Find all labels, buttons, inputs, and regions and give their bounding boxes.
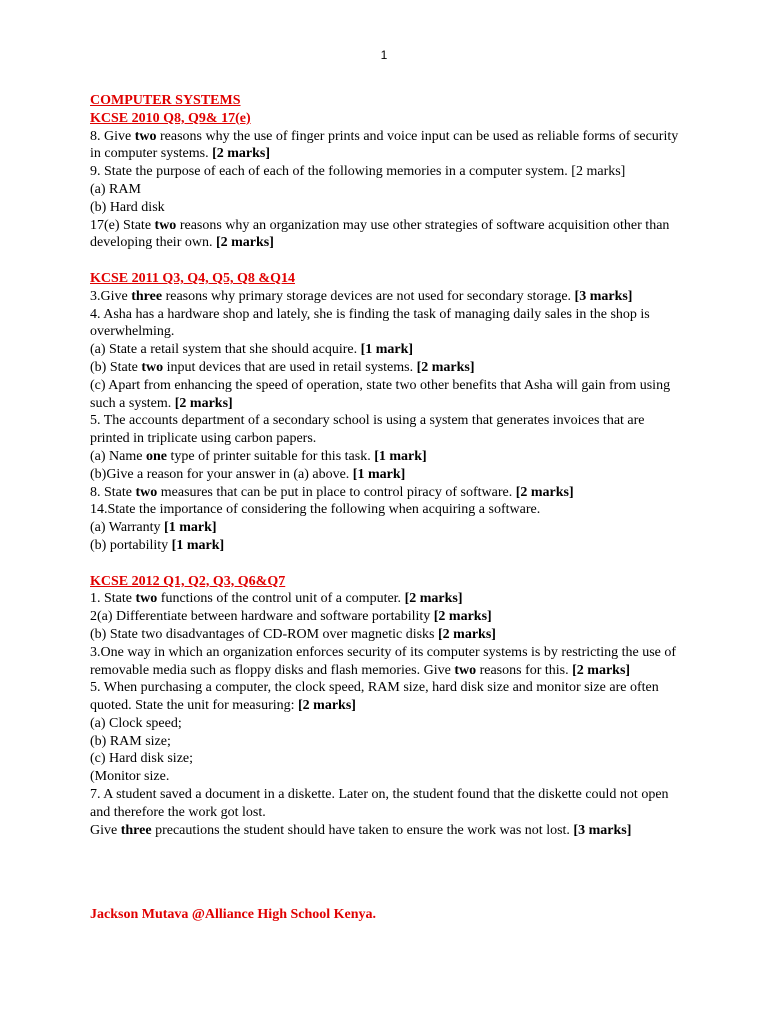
question-text: (b) State two disadvantages of CD-ROM over magnetic disks: [90, 626, 438, 642]
question-text: 2(a) Differentiate between hardware and software portability: [90, 609, 434, 625]
emphasis-text: [2 marks]: [298, 698, 356, 714]
question-line: [90, 768, 680, 786]
question-line: [90, 466, 680, 484]
emphasis-text: [2 marks]: [174, 395, 233, 411]
question-text: Give: [90, 822, 121, 838]
question-line: [90, 412, 680, 448]
question-line: [90, 181, 680, 199]
question-line: [90, 128, 680, 164]
emphasis-text: [2 marks]: [572, 662, 631, 678]
question-line: [90, 822, 680, 840]
question-text: (b) State: [90, 359, 142, 375]
question-text: 14.State the importance of considering the following when acquiring a software.: [90, 502, 541, 518]
page-number: 1: [380, 48, 388, 62]
question-line: [90, 217, 680, 253]
question-line: [90, 786, 680, 822]
question-text: 17(e) State: [90, 217, 155, 233]
emphasis-text: three: [120, 822, 152, 838]
question-text: input devices that are used in retail systems.: [163, 359, 417, 375]
emphasis-text: [1 mark]: [360, 342, 414, 358]
question-line: [90, 377, 680, 413]
document-body: [90, 92, 680, 839]
question-line: [90, 519, 680, 537]
question-text: (a) Name: [90, 448, 146, 464]
question-line: [90, 733, 680, 751]
question-text: (Monitor size.: [90, 769, 170, 785]
question-line: [90, 448, 680, 466]
question-sections: [90, 110, 680, 840]
emphasis-text: [1 mark]: [171, 537, 225, 553]
emphasis-text: [2 marks]: [404, 591, 463, 607]
question-text: type of printer suitable for this task.: [166, 448, 375, 464]
emphasis-text: two: [134, 128, 157, 144]
question-text: 8. Give: [90, 128, 135, 144]
question-text: 5. When purchasing a computer, the clock speed, RAM size, hard disk size and monitor size are often quoted. State the unit for measuring:: [90, 680, 659, 714]
question-text: (c) Hard disk size;: [90, 751, 194, 767]
question-text: (b) RAM size;: [90, 733, 171, 749]
question-text: 7. A student saved a document in a diskette. Later on, the student found that the diskette could not open and therefore the work got lost.: [90, 787, 669, 820]
question-text: reasons for this.: [476, 662, 573, 678]
question-text: 9. State the purpose of each of each of the following memories in a computer system. [2 marks]: [90, 164, 626, 180]
question-line: [90, 679, 680, 715]
emphasis-text: one: [145, 448, 167, 464]
question-line: [90, 608, 680, 626]
question-text: (c) Apart from enhancing the speed of operation, state two other benefits that Asha will gain from using such a system.: [90, 377, 671, 411]
author-footer: Jackson Mutava @Alliance High School Kenya.: [90, 907, 377, 922]
question-text: 8. State: [90, 484, 136, 500]
question-text: (a) State a retail system that she should acquire.: [90, 342, 361, 358]
section-heading: KCSE 2010 Q8, Q9& 17(e): [90, 110, 251, 126]
emphasis-text: [1 mark]: [352, 466, 406, 482]
emphasis-text: [2 marks]: [438, 626, 496, 642]
emphasis-text: two: [154, 217, 177, 233]
question-line: [90, 199, 680, 217]
question-line: [90, 626, 680, 644]
document-title: COMPUTER SYSTEMS: [90, 93, 241, 108]
question-line: [90, 501, 680, 519]
emphasis-text: [2 marks]: [212, 146, 271, 162]
question-line: [90, 537, 680, 555]
question-text: 4. Asha has a hardware shop and lately, she is finding the task of managing daily sales in the shop is overwhelming.: [90, 306, 650, 340]
question-line: [90, 715, 680, 733]
emphasis-text: [2 marks]: [215, 235, 274, 251]
question-text: functions of the control unit of a computer.: [157, 591, 405, 607]
emphasis-text: two: [135, 591, 158, 607]
section-heading: KCSE 2012 Q1, Q2, Q3, Q6&Q7: [90, 573, 286, 589]
question-line: [90, 590, 680, 608]
question-line: [90, 341, 680, 359]
question-line: [90, 359, 680, 377]
emphasis-text: two: [141, 359, 164, 375]
emphasis-text: [3 marks]: [574, 288, 633, 304]
emphasis-text: three: [131, 288, 163, 304]
question-text: reasons why an organization may use other strategies of software acquisition other than developing their own.: [90, 217, 670, 251]
emphasis-text: [1 mark]: [164, 520, 217, 536]
question-line: [90, 484, 680, 502]
question-line: [90, 288, 680, 306]
question-line: [90, 163, 680, 181]
question-text: 1. State: [90, 591, 136, 607]
question-text: reasons why the use of finger prints and voice input can be used as reliable forms of security in computer systems.: [90, 128, 679, 162]
question-text: (a) Warranty: [90, 520, 165, 536]
emphasis-text: [2 marks]: [515, 484, 574, 500]
question-text: (b) Hard disk: [90, 199, 165, 215]
question-text: measures that can be put in place to control piracy of software.: [157, 484, 516, 500]
emphasis-text: two: [454, 662, 477, 678]
emphasis-text: [1 mark]: [374, 448, 427, 464]
question-line: [90, 644, 680, 680]
section-heading: KCSE 2011 Q3, Q4, Q5, Q8 &Q14: [90, 270, 295, 286]
emphasis-text: [3 marks]: [573, 822, 632, 838]
emphasis-text: [2 marks]: [416, 359, 475, 375]
question-text: (b) portability: [90, 537, 172, 553]
section-spacer: [90, 252, 680, 270]
question-text: reasons why primary storage devices are not used for secondary storage.: [162, 288, 575, 304]
question-text: 3.One way in which an organization enforces security of its computer systems is by restricting the use of removable media such as floppy disks and flash memories. Give: [90, 644, 677, 678]
question-text: (a) RAM: [90, 181, 141, 197]
section-spacer: [90, 555, 680, 573]
question-line: [90, 306, 680, 342]
question-text: (a) Clock speed;: [90, 715, 182, 731]
emphasis-text: two: [135, 484, 158, 500]
question-text: 5. The accounts department of a secondary school is using a system that generates invoices that are printed in triplicate using carbon papers.: [90, 413, 645, 447]
question-text: precautions the student should have taken to ensure the work was not lost.: [151, 822, 574, 838]
question-line: [90, 750, 680, 768]
question-text: (b)Give a reason for your answer in (a) above.: [90, 466, 353, 482]
question-text: 3.Give: [90, 288, 132, 304]
emphasis-text: [2 marks]: [433, 609, 492, 625]
